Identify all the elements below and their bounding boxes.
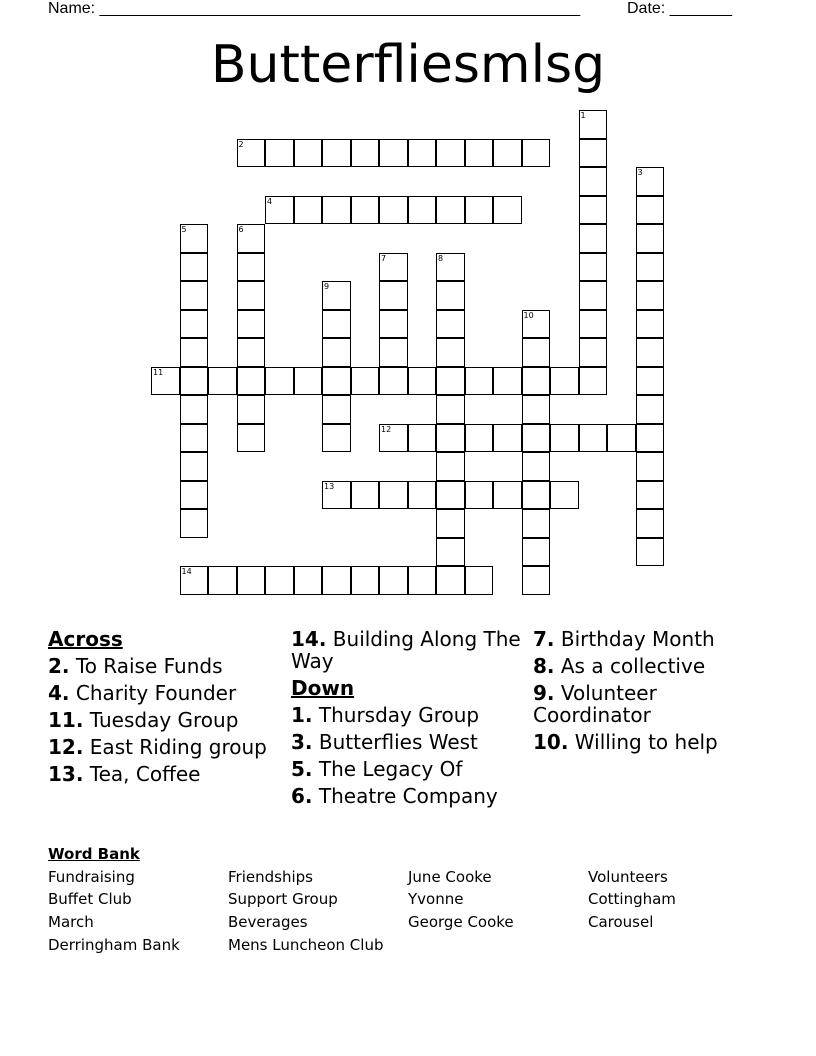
- clue-text: To Raise Funds: [75, 654, 223, 678]
- grid-cell[interactable]: [351, 196, 380, 225]
- grid-cell[interactable]: [636, 167, 665, 196]
- grid-cell[interactable]: [237, 139, 266, 168]
- grid-cell[interactable]: [351, 139, 380, 168]
- grid-cell[interactable]: [436, 424, 465, 453]
- clue-text: East Riding group: [89, 735, 267, 759]
- grid-cell[interactable]: [436, 281, 465, 310]
- word-bank-item: Buffet Club: [48, 890, 132, 908]
- down-clue: [291, 731, 527, 753]
- grid-cell[interactable]: [237, 566, 266, 595]
- across-clue: [48, 709, 284, 731]
- across-clue: [48, 763, 284, 785]
- grid-cell[interactable]: [579, 281, 608, 310]
- grid-cell[interactable]: [550, 367, 579, 396]
- grid-cell[interactable]: [208, 566, 237, 595]
- clue-number: 13.: [48, 762, 84, 786]
- grid-cell[interactable]: [493, 481, 522, 510]
- grid-cell[interactable]: [322, 566, 351, 595]
- grid-cell[interactable]: [436, 538, 465, 567]
- grid-cell[interactable]: [208, 367, 237, 396]
- grid-cell[interactable]: [180, 338, 209, 367]
- grid-cell[interactable]: [436, 481, 465, 510]
- grid-cell[interactable]: [436, 509, 465, 538]
- grid-cell[interactable]: [579, 167, 608, 196]
- clue-text: Tea, Coffee: [89, 762, 201, 786]
- clue-text: Butterflies West: [318, 730, 478, 754]
- word-bank-item: June Cooke: [408, 868, 492, 886]
- grid-cell[interactable]: [379, 281, 408, 310]
- grid-cell[interactable]: [636, 196, 665, 225]
- cell-number: 4: [267, 196, 273, 206]
- grid-cell[interactable]: [294, 196, 323, 225]
- grid-cell[interactable]: [180, 566, 209, 595]
- clue-text: Tuesday Group: [89, 708, 239, 732]
- grid-cell[interactable]: [636, 538, 665, 567]
- grid-cell[interactable]: [322, 139, 351, 168]
- clues-column-1: [48, 628, 284, 790]
- clue-number: 10.: [533, 730, 569, 754]
- date-field: Date: _______: [627, 0, 732, 17]
- grid-cell[interactable]: [493, 424, 522, 453]
- grid-cell[interactable]: [180, 253, 209, 282]
- across-clue: [48, 736, 284, 758]
- grid-cell[interactable]: [322, 367, 351, 396]
- grid-cell[interactable]: [636, 310, 665, 339]
- grid-cell[interactable]: [522, 395, 551, 424]
- grid-cell[interactable]: [579, 367, 608, 396]
- word-bank-item: Derringham Bank: [48, 936, 180, 954]
- grid-cell[interactable]: [408, 139, 437, 168]
- grid-cell[interactable]: [180, 509, 209, 538]
- grid-cell[interactable]: [237, 367, 266, 396]
- word-bank-item: Mens Luncheon Club: [228, 936, 384, 954]
- grid-cell[interactable]: [237, 395, 266, 424]
- grid-cell[interactable]: [636, 338, 665, 367]
- clue-number: 3.: [291, 730, 313, 754]
- clue-text: Volunteer Coordinator: [533, 681, 657, 727]
- grid-cell[interactable]: [607, 424, 636, 453]
- grid-cell[interactable]: [436, 452, 465, 481]
- grid-cell[interactable]: [265, 196, 294, 225]
- grid-cell[interactable]: [636, 395, 665, 424]
- grid-cell[interactable]: [436, 367, 465, 396]
- clue-number: 8.: [533, 654, 555, 678]
- clue-text: Theatre Company: [318, 784, 498, 808]
- grid-cell[interactable]: [294, 139, 323, 168]
- grid-cell[interactable]: [408, 566, 437, 595]
- clue-number: 4.: [48, 681, 70, 705]
- grid-cell[interactable]: [522, 509, 551, 538]
- down-clue: [291, 704, 527, 726]
- grid-cell[interactable]: [579, 310, 608, 339]
- grid-cell[interactable]: [436, 139, 465, 168]
- grid-cell[interactable]: [636, 424, 665, 453]
- word-bank-item: Friendships: [228, 868, 313, 886]
- grid-cell[interactable]: [180, 481, 209, 510]
- grid-cell[interactable]: [408, 424, 437, 453]
- grid-cell[interactable]: [351, 367, 380, 396]
- word-bank-item: Beverages: [228, 913, 308, 931]
- clue-number: 9.: [533, 681, 555, 705]
- grid-cell[interactable]: [379, 481, 408, 510]
- across-clue: [48, 682, 284, 704]
- cell-number: 2: [238, 139, 244, 149]
- grid-cell[interactable]: [522, 538, 551, 567]
- grid-cell[interactable]: [379, 338, 408, 367]
- clue-number: 1.: [291, 703, 313, 727]
- grid-cell[interactable]: [322, 338, 351, 367]
- grid-cell[interactable]: [237, 310, 266, 339]
- grid-cell[interactable]: [636, 253, 665, 282]
- clue-number: 14.: [291, 627, 327, 651]
- grid-cell[interactable]: [180, 424, 209, 453]
- clues-column-2: [291, 628, 527, 812]
- clue-text: As a collective: [560, 654, 706, 678]
- grid-cell[interactable]: [465, 424, 494, 453]
- cell-number: 8: [438, 253, 444, 263]
- grid-cell[interactable]: [493, 139, 522, 168]
- word-bank-item: March: [48, 913, 94, 931]
- grid-cell[interactable]: [379, 310, 408, 339]
- grid-cell[interactable]: [322, 481, 351, 510]
- word-bank-item: Carousel: [588, 913, 654, 931]
- grid-cell[interactable]: [579, 253, 608, 282]
- clue-text: Birthday Month: [560, 627, 715, 651]
- down-clue: [533, 628, 769, 650]
- grid-cell[interactable]: [493, 196, 522, 225]
- word-bank-item: Cottingham: [588, 890, 676, 908]
- clue-number: 6.: [291, 784, 313, 808]
- grid-cell[interactable]: [522, 310, 551, 339]
- grid-cell[interactable]: [351, 566, 380, 595]
- clue-text: The Legacy Of: [318, 757, 463, 781]
- clue-text: Charity Founder: [75, 681, 237, 705]
- grid-cell[interactable]: [237, 424, 266, 453]
- word-bank-item: Fundraising: [48, 868, 135, 886]
- grid-cell[interactable]: [379, 424, 408, 453]
- grid-cell[interactable]: [465, 139, 494, 168]
- grid-cell[interactable]: [636, 509, 665, 538]
- grid-cell[interactable]: [322, 395, 351, 424]
- clue-text: Thursday Group: [318, 703, 480, 727]
- cell-number: 3: [637, 168, 643, 177]
- cell-number: 7: [381, 253, 387, 263]
- grid-cell[interactable]: [436, 566, 465, 595]
- grid-cell[interactable]: [237, 281, 266, 310]
- grid-cell[interactable]: [522, 424, 551, 453]
- cell-number: 6: [238, 225, 244, 234]
- grid-cell[interactable]: [579, 196, 608, 225]
- grid-cell[interactable]: [379, 196, 408, 225]
- down-clue: [291, 785, 527, 807]
- grid-cell[interactable]: [436, 253, 465, 282]
- cell-number: 9: [324, 282, 330, 291]
- grid-cell[interactable]: [493, 367, 522, 396]
- down-clue: [533, 655, 769, 677]
- word-bank-item: Volunteers: [588, 868, 668, 886]
- grid-cell[interactable]: [379, 566, 408, 595]
- grid-cell[interactable]: [522, 481, 551, 510]
- grid-cell[interactable]: [436, 310, 465, 339]
- grid-cell[interactable]: [465, 481, 494, 510]
- grid-cell[interactable]: [408, 196, 437, 225]
- word-bank-heading: Word Bank: [48, 845, 140, 863]
- grid-cell[interactable]: [322, 424, 351, 453]
- grid-cell[interactable]: [465, 367, 494, 396]
- grid-cell[interactable]: [237, 224, 266, 253]
- grid-cell[interactable]: [579, 424, 608, 453]
- grid-cell[interactable]: [408, 481, 437, 510]
- grid-cell[interactable]: [579, 139, 608, 168]
- grid-cell[interactable]: [322, 310, 351, 339]
- clue-number: 5.: [291, 757, 313, 781]
- grid-cell[interactable]: [522, 566, 551, 595]
- grid-cell[interactable]: [636, 224, 665, 253]
- grid-cell[interactable]: [522, 139, 551, 168]
- grid-cell[interactable]: [636, 281, 665, 310]
- grid-cell[interactable]: [294, 566, 323, 595]
- cell-number: 12: [381, 424, 392, 434]
- grid-cell[interactable]: [180, 224, 209, 253]
- grid-cell[interactable]: [465, 566, 494, 595]
- grid-cell[interactable]: [180, 310, 209, 339]
- grid-cell[interactable]: [180, 395, 209, 424]
- grid-cell[interactable]: [379, 253, 408, 282]
- grid-cell[interactable]: [351, 481, 380, 510]
- grid-cell[interactable]: [180, 281, 209, 310]
- grid-cell[interactable]: [636, 481, 665, 510]
- cell-number: 5: [181, 225, 187, 234]
- grid-cell[interactable]: [379, 139, 408, 168]
- cell-number: 11: [153, 367, 164, 377]
- grid-cell[interactable]: [522, 338, 551, 367]
- word-bank-item: Support Group: [228, 890, 338, 908]
- grid-cell[interactable]: [180, 367, 209, 396]
- down-clue: [533, 731, 769, 753]
- clue-number: 7.: [533, 627, 555, 651]
- word-bank-item: George Cooke: [408, 913, 514, 931]
- clue-number: 12.: [48, 735, 84, 759]
- word-bank-item: Yvonne: [408, 890, 464, 908]
- clue-text: Willing to help: [574, 730, 718, 754]
- grid-cell[interactable]: [265, 139, 294, 168]
- grid-cell[interactable]: [579, 110, 608, 139]
- across-clue: [48, 655, 284, 677]
- grid-cell[interactable]: [294, 367, 323, 396]
- grid-cell[interactable]: [151, 367, 180, 396]
- grid-cell[interactable]: [522, 367, 551, 396]
- grid-cell[interactable]: [265, 566, 294, 595]
- cell-number: 10: [523, 310, 534, 320]
- across-clue: [291, 628, 527, 672]
- grid-cell[interactable]: [550, 481, 579, 510]
- grid-cell[interactable]: [322, 281, 351, 310]
- grid-cell[interactable]: [322, 196, 351, 225]
- puzzle-title: Butterfliesmlsg: [210, 35, 606, 95]
- grid-cell[interactable]: [237, 253, 266, 282]
- grid-cell[interactable]: [579, 338, 608, 367]
- clue-number: 11.: [48, 708, 84, 732]
- grid-cell[interactable]: [180, 452, 209, 481]
- grid-cell[interactable]: [408, 367, 437, 396]
- down-heading: Down: [291, 676, 355, 700]
- cell-number: 14: [181, 567, 192, 576]
- cell-number: 13: [324, 481, 335, 491]
- cell-number: 1: [580, 111, 586, 120]
- clue-number: 2.: [48, 654, 70, 678]
- grid-cell[interactable]: [436, 395, 465, 424]
- grid-cell[interactable]: [579, 224, 608, 253]
- grid-cell[interactable]: [436, 196, 465, 225]
- grid-cell[interactable]: [550, 424, 579, 453]
- grid-cell[interactable]: [237, 338, 266, 367]
- clues-column-3: [533, 628, 769, 758]
- across-heading: Across: [48, 627, 123, 651]
- grid-cell[interactable]: [636, 452, 665, 481]
- grid-cell[interactable]: [265, 367, 294, 396]
- grid-cell[interactable]: [465, 196, 494, 225]
- grid-cell[interactable]: [436, 338, 465, 367]
- name-field: Name: ______________________________________________________: [48, 0, 581, 17]
- down-clue: [533, 682, 769, 726]
- grid-cell[interactable]: [379, 367, 408, 396]
- down-clue: [291, 758, 527, 780]
- grid-cell[interactable]: [636, 367, 665, 396]
- grid-cell[interactable]: [522, 452, 551, 481]
- clue-text: Building Along The Way: [291, 627, 521, 673]
